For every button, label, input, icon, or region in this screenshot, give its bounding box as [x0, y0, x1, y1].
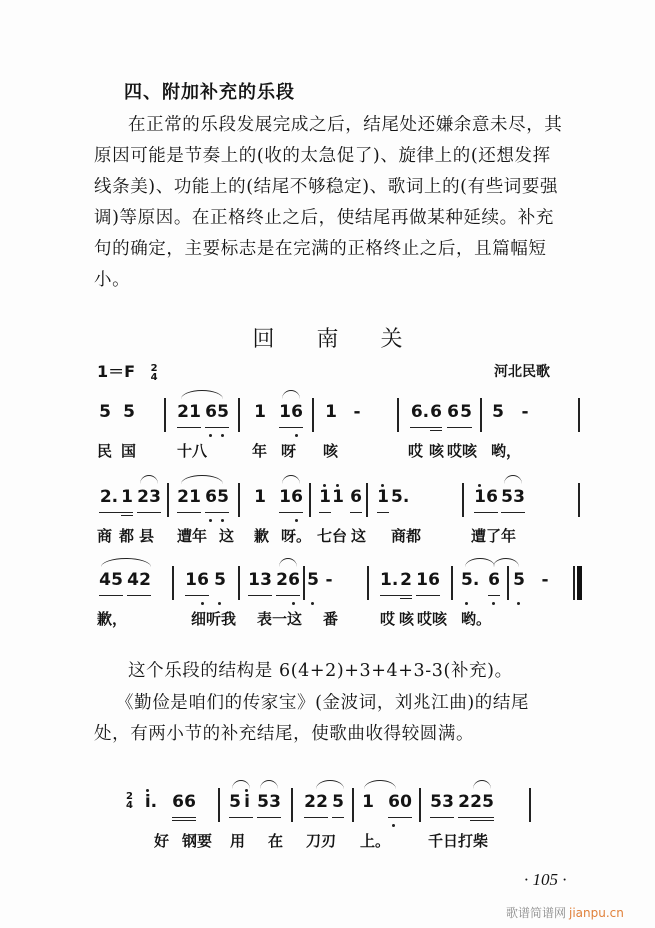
- barline: [218, 788, 220, 822]
- lyric: 十八: [177, 442, 208, 460]
- note: 6: [291, 402, 303, 422]
- para-line: 句的确定，主要标志是在完满的正格终止之后，且篇幅短: [94, 239, 547, 259]
- barline: [367, 566, 369, 600]
- note: 5: [214, 570, 226, 590]
- note: 1: [121, 487, 133, 507]
- barline: [167, 483, 169, 517]
- note: 5: [217, 487, 229, 507]
- barline: [366, 483, 368, 517]
- lyric: 遭了年: [471, 527, 517, 545]
- note: 5: [460, 402, 472, 422]
- lyric: 咳: [399, 610, 415, 628]
- lyric: 钢要: [182, 832, 213, 850]
- note: 1: [185, 570, 197, 590]
- lyric: 在: [268, 832, 284, 850]
- time-signature: 2 4: [126, 791, 133, 811]
- note: 5: [492, 402, 504, 422]
- lyric: 表一这: [257, 610, 303, 628]
- note: 2: [139, 570, 151, 590]
- note: 1: [254, 487, 266, 507]
- barline: [352, 788, 354, 822]
- para-line: 在正常的乐段发展完成之后，结尾处还嫌余意未尽，其: [128, 115, 563, 135]
- lyric: 歉，: [97, 610, 128, 628]
- note: 5: [229, 792, 241, 812]
- song-source: 河北民歌: [494, 364, 550, 380]
- lyric: 国: [121, 442, 137, 460]
- barline: [451, 566, 453, 600]
- note: 5: [217, 402, 229, 422]
- note: 1: [377, 487, 389, 507]
- note: 1: [254, 402, 266, 422]
- lyric: 商: [97, 527, 113, 545]
- page-number: · 105 ·: [524, 870, 567, 889]
- note: 3: [149, 487, 161, 507]
- intro-paragraph: [94, 110, 580, 296]
- lyric: 呀: [281, 442, 297, 460]
- barline: [303, 566, 305, 600]
- notation-row-1: [97, 402, 597, 482]
- note: i.: [144, 792, 158, 812]
- barline: [309, 483, 311, 517]
- note: 5.: [461, 570, 480, 590]
- note: 6: [350, 487, 362, 507]
- note: 6: [184, 792, 196, 812]
- barline: [529, 788, 531, 822]
- note: -: [325, 570, 333, 590]
- note: -: [541, 570, 549, 590]
- note: 2: [316, 792, 328, 812]
- note: 5: [482, 792, 494, 812]
- note: 5: [99, 402, 111, 422]
- note: 4: [127, 570, 139, 590]
- para-line: 原因可能是节奏上的(收的太急促了)、旋律上的(还想发挥: [94, 146, 551, 166]
- note: 5.: [391, 487, 410, 507]
- note: 5: [307, 570, 319, 590]
- watermark: [506, 904, 624, 921]
- note: 3: [513, 487, 525, 507]
- para-line: 调)等原因。在正格终止之后，使结尾再做某种延续。补充: [94, 208, 554, 228]
- lyric: 咳: [429, 442, 445, 460]
- note: 2: [400, 570, 412, 590]
- barline: [238, 398, 240, 432]
- lyric: 千日打柴: [428, 832, 489, 850]
- note: -: [353, 402, 361, 422]
- note: 1: [279, 487, 291, 507]
- lyric: 上。: [360, 832, 391, 850]
- lyric: 刀刃: [306, 832, 337, 850]
- note: 6: [488, 570, 500, 590]
- note: 5: [111, 570, 123, 590]
- key-label: 1＝F: [97, 362, 136, 381]
- note: 6.: [410, 402, 430, 422]
- note: 6: [428, 570, 440, 590]
- note: 1: [325, 402, 337, 422]
- note: 1: [474, 487, 486, 507]
- note: 1: [189, 487, 201, 507]
- section-heading: 四、附加补充的乐段: [124, 82, 295, 103]
- note: -: [521, 402, 529, 422]
- note: 1: [189, 402, 201, 422]
- note: 5: [257, 792, 269, 812]
- note: 6: [288, 570, 300, 590]
- note: 2: [458, 792, 470, 812]
- note: 2: [276, 570, 288, 590]
- lyric: 咳: [323, 442, 339, 460]
- lyric: 遭年: [177, 527, 208, 545]
- lyric: 七台: [317, 527, 348, 545]
- note: 0: [400, 792, 412, 812]
- note: 1: [416, 570, 428, 590]
- note: 6: [205, 487, 217, 507]
- note: 5: [332, 792, 344, 812]
- notation-excerpt: [126, 792, 626, 872]
- lyric: 哎咳: [447, 442, 478, 460]
- lyric: 细听我: [191, 610, 237, 628]
- para-line: 小。: [94, 270, 131, 290]
- note: 1: [279, 402, 291, 422]
- time-signature: 2 4: [150, 362, 158, 383]
- barline: [573, 566, 575, 600]
- note: 2: [470, 792, 482, 812]
- barline: [397, 398, 399, 432]
- lyric: 这: [219, 527, 235, 545]
- watermark-site: jianpu.cn: [569, 906, 624, 920]
- note: 2: [137, 487, 149, 507]
- note: 1: [332, 487, 344, 507]
- lyric: 年: [252, 442, 268, 460]
- barline: [507, 566, 509, 600]
- note: 6: [172, 792, 184, 812]
- note: 5: [513, 570, 525, 590]
- note: 3: [269, 792, 281, 812]
- note: 6: [197, 570, 209, 590]
- barline: [238, 483, 240, 517]
- para-line: 这个乐段的结构是 6(4+2)+3+4+3-3(补充)。: [128, 661, 513, 681]
- lyric: 呀。: [281, 527, 312, 545]
- para-line: 处，有两小节的补充结尾，使歌曲收得较圆满。: [94, 724, 475, 744]
- note: 2.: [99, 487, 119, 507]
- lyric: 哎咳: [417, 610, 448, 628]
- note: 6: [447, 402, 459, 422]
- note: 6: [430, 402, 442, 422]
- barline: [172, 566, 174, 600]
- note: 5: [501, 487, 513, 507]
- barline: [164, 398, 166, 432]
- notation-row-2: [97, 487, 597, 567]
- notation-row-3: [97, 570, 597, 650]
- note: 5: [123, 402, 135, 422]
- barline: [480, 398, 482, 432]
- barline: [419, 788, 421, 822]
- lyric: 哟。: [461, 610, 492, 628]
- lyric: 县: [139, 527, 155, 545]
- para-line: 线条美)、功能上的(结尾不够稳定)、歌词上的(有些词要强: [94, 177, 559, 197]
- note: 1.: [380, 570, 399, 590]
- watermark-text: 歌谱简谱网: [506, 906, 567, 920]
- barline: [578, 398, 580, 432]
- lyric: 哎: [380, 610, 396, 628]
- note: 6: [486, 487, 498, 507]
- note: 1: [362, 792, 374, 812]
- example-paragraph: [94, 688, 580, 750]
- note: 3: [442, 792, 454, 812]
- note: 2: [304, 792, 316, 812]
- para-line: 《勤俭是咱们的传家宝》(金波词，刘兆江曲)的结尾: [116, 693, 530, 713]
- note: i: [244, 792, 250, 812]
- note: 3: [260, 570, 272, 590]
- barline: [238, 566, 240, 600]
- lyric: 民: [97, 442, 113, 460]
- barline: [578, 483, 580, 517]
- final-barline: [577, 566, 582, 600]
- note: 1: [319, 487, 331, 507]
- lyric: 都: [119, 527, 135, 545]
- lyric: 歉: [254, 527, 270, 545]
- barline: [462, 483, 464, 517]
- note: 4: [99, 570, 111, 590]
- lyric: 用: [230, 832, 246, 850]
- lyric: 哎: [408, 442, 424, 460]
- barline: [312, 398, 314, 432]
- lyric: 哟，: [491, 442, 522, 460]
- lyric: 番: [323, 610, 339, 628]
- note: 2: [177, 487, 189, 507]
- barline: [291, 788, 293, 822]
- lyric: 这: [351, 527, 367, 545]
- note: 6: [291, 487, 303, 507]
- note: 1: [248, 570, 260, 590]
- key-signature: [97, 359, 158, 382]
- structure-paragraph: [94, 656, 580, 687]
- note: 6: [388, 792, 400, 812]
- note: 6: [205, 402, 217, 422]
- song-title: 回南关: [252, 327, 445, 352]
- note: 2: [177, 402, 189, 422]
- lyric: 好: [154, 832, 170, 850]
- note: 5: [430, 792, 442, 812]
- lyric: 商都: [391, 527, 422, 545]
